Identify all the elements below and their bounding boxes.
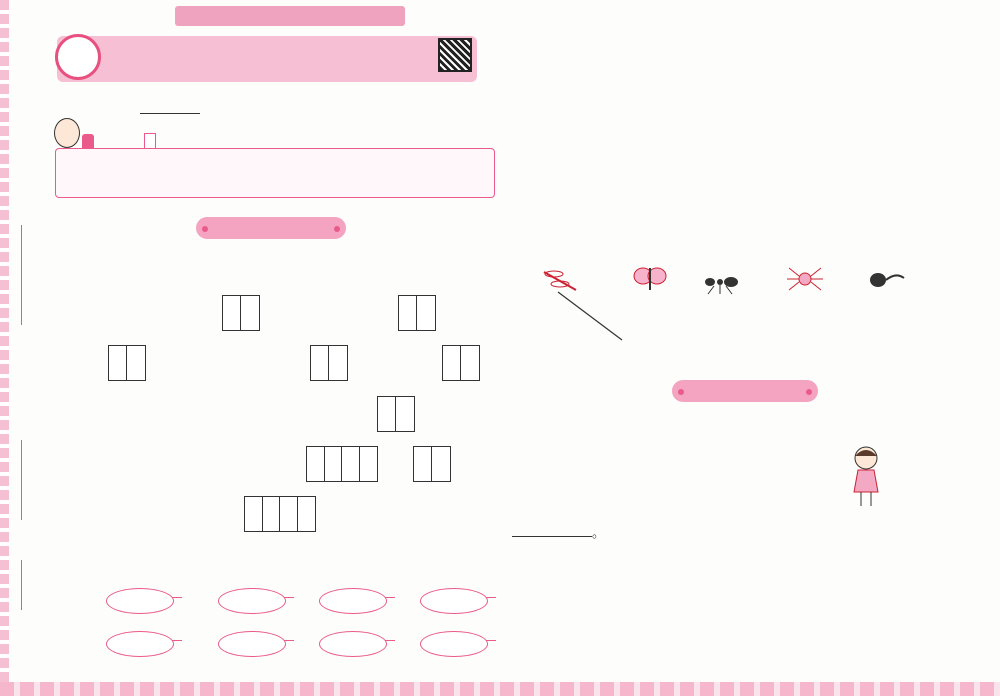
left-border bbox=[0, 0, 9, 696]
answer-box[interactable] bbox=[244, 496, 316, 532]
ant-icon bbox=[700, 266, 740, 296]
section-title-2 bbox=[672, 380, 818, 402]
title-banner bbox=[57, 36, 477, 82]
name-blank bbox=[21, 225, 22, 325]
tadpole-icon bbox=[866, 266, 906, 296]
answer-box[interactable] bbox=[306, 446, 378, 482]
class-blank bbox=[21, 440, 22, 520]
section-title-1 bbox=[196, 217, 346, 239]
exam-meta bbox=[140, 104, 200, 117]
leaf-answer[interactable] bbox=[218, 631, 286, 657]
answer-box[interactable] bbox=[310, 345, 348, 381]
butterfly-icon bbox=[630, 264, 670, 294]
leaf-answer[interactable] bbox=[420, 588, 488, 614]
theme-intro bbox=[55, 148, 495, 198]
leaf-answer[interactable] bbox=[106, 631, 174, 657]
leaf-answer[interactable] bbox=[420, 631, 488, 657]
answer-box[interactable] bbox=[442, 345, 480, 381]
school-blank bbox=[21, 560, 22, 610]
answer-box[interactable] bbox=[377, 396, 415, 432]
example-connecting-line bbox=[556, 290, 626, 342]
girl-icon bbox=[846, 444, 886, 508]
leaf-answer[interactable] bbox=[106, 588, 174, 614]
bottom-border bbox=[0, 682, 1000, 696]
answer-box[interactable] bbox=[222, 295, 260, 331]
spider-icon bbox=[785, 264, 825, 294]
boy-icon bbox=[54, 118, 80, 148]
answer-box[interactable] bbox=[398, 295, 436, 331]
answer-box[interactable] bbox=[413, 446, 451, 482]
q4-part1: 。 bbox=[512, 522, 605, 541]
series-bar bbox=[175, 6, 405, 26]
qr-code-icon[interactable] bbox=[438, 38, 472, 72]
brand-logo bbox=[55, 34, 101, 80]
leaf-answer[interactable] bbox=[319, 588, 387, 614]
leaf-answer[interactable] bbox=[218, 588, 286, 614]
leaf-answer[interactable] bbox=[319, 631, 387, 657]
answer-box[interactable] bbox=[108, 345, 146, 381]
